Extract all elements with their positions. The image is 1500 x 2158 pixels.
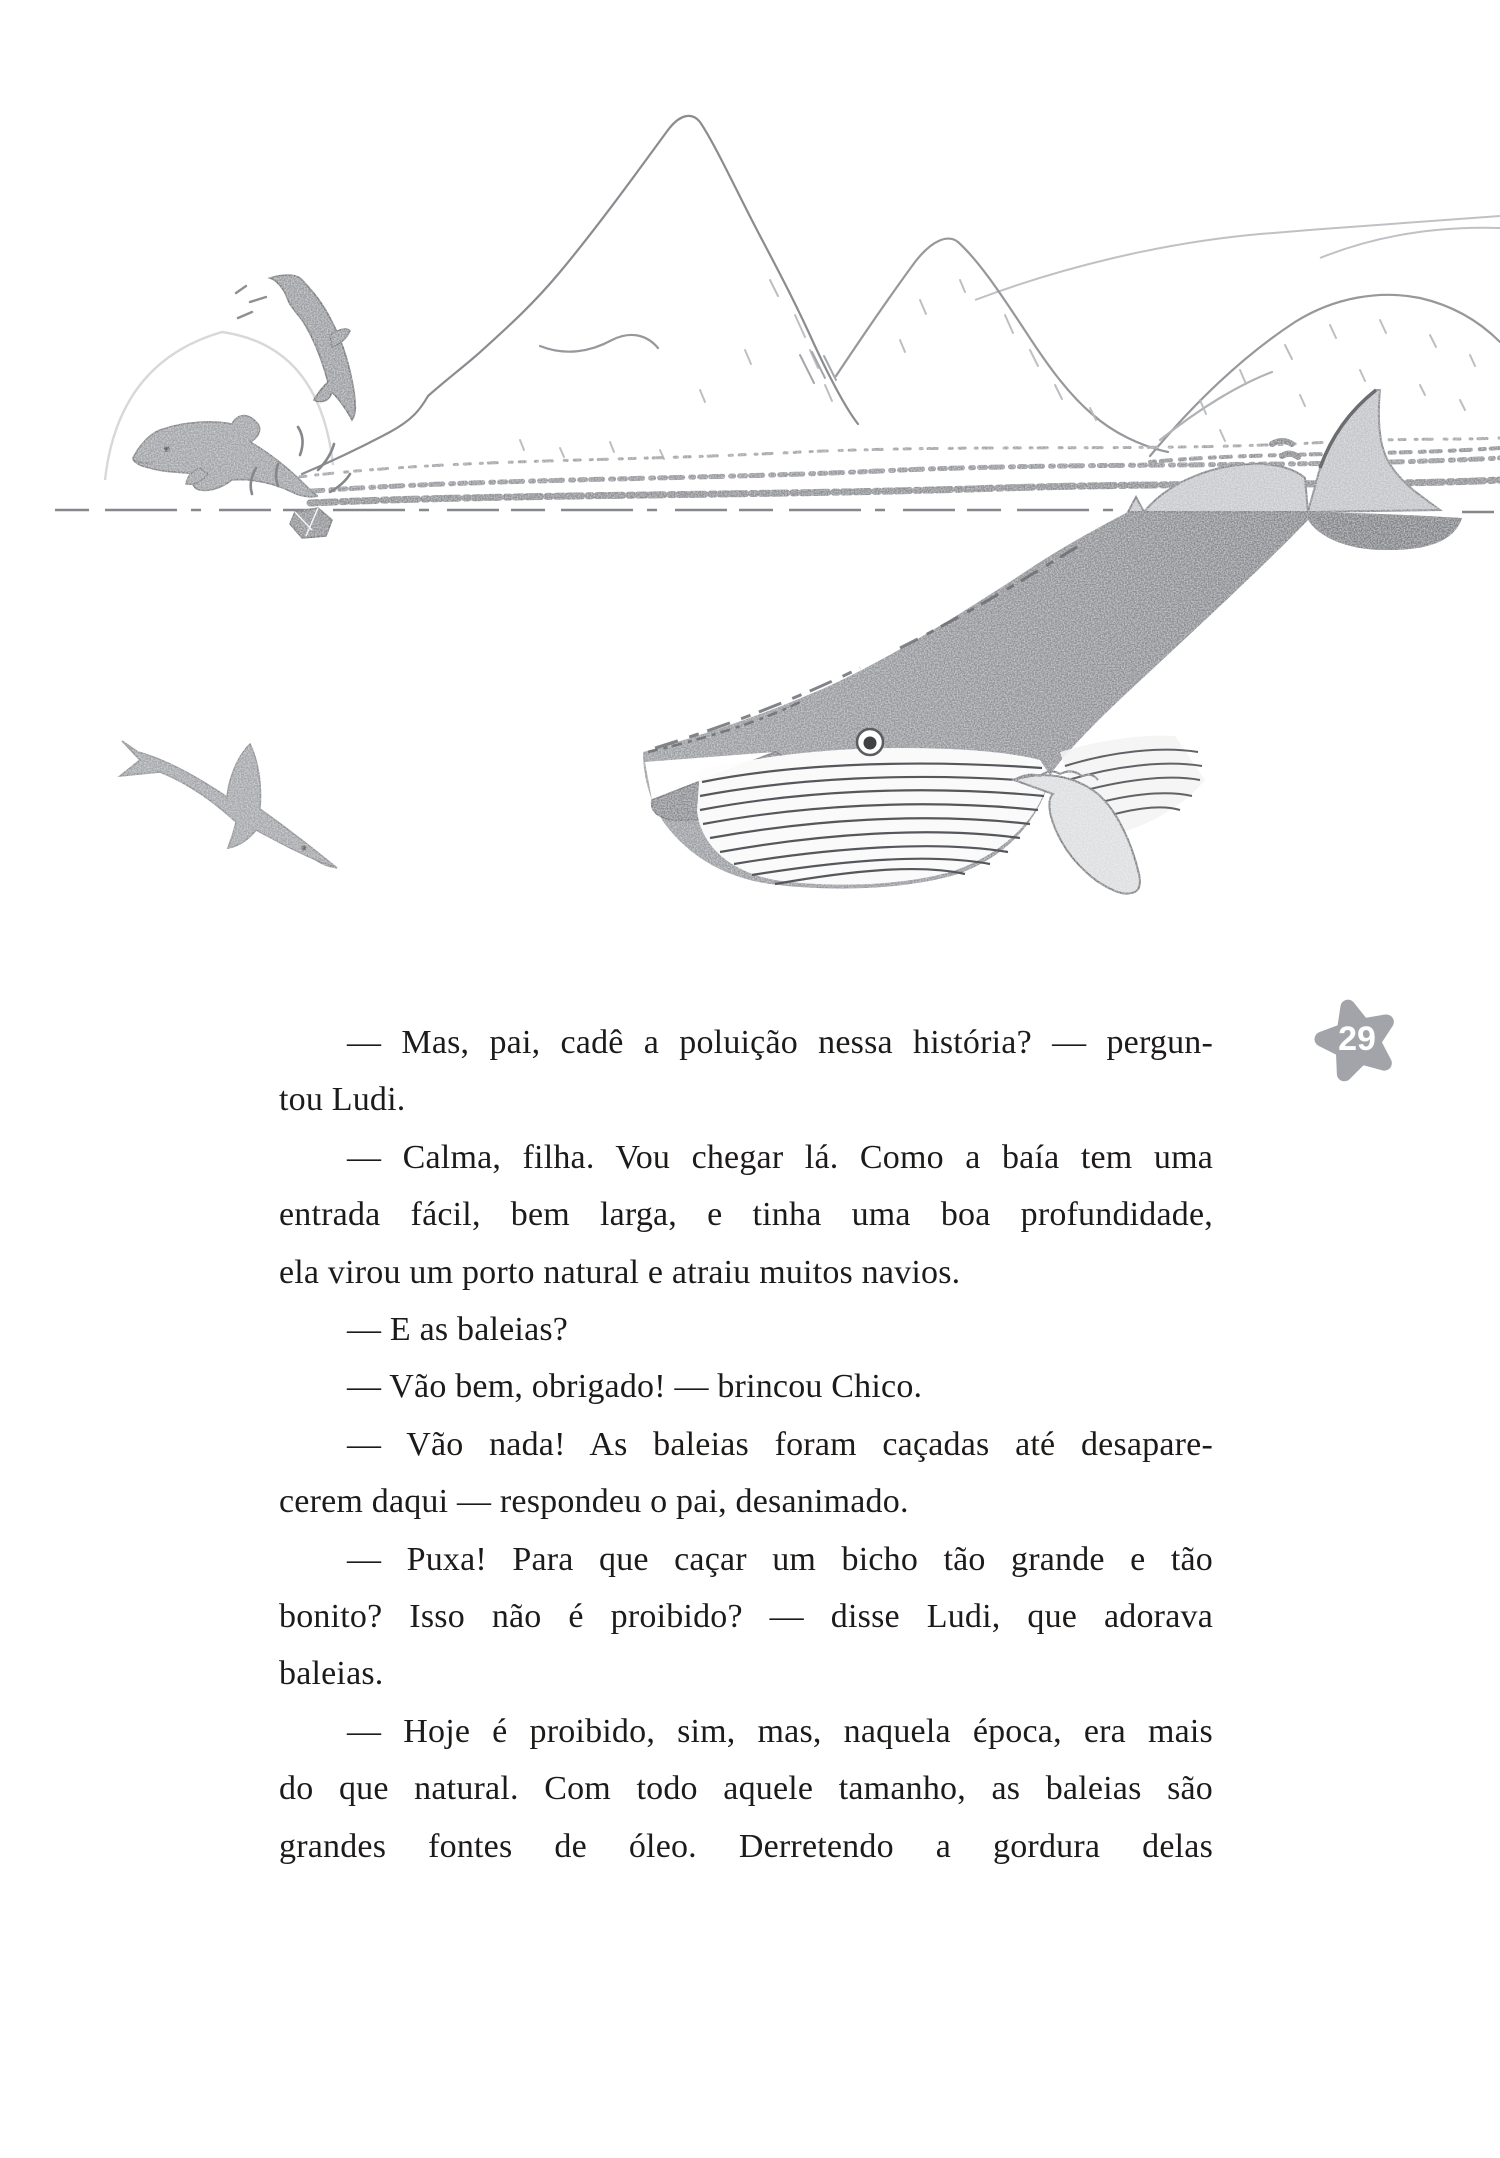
right-hill <box>1150 295 1500 456</box>
whale-fluke-shadow <box>1310 514 1462 550</box>
jumping-dolphin <box>133 416 318 497</box>
humpback-whale <box>643 512 1460 894</box>
underwater-dolphin <box>120 741 337 868</box>
text-line: ela virou um porto natural e atraiu muitos navios. <box>279 1253 961 1291</box>
text-line: entrada fácil, bem larga, e tinha uma boa profundidade, <box>279 1196 1213 1234</box>
text-line: bonito? Isso não é proibido? — disse Ludi, que adorava <box>279 1598 1213 1636</box>
sugarloaf-peak <box>302 116 858 474</box>
bay-mountains <box>302 116 1500 474</box>
text-line: — Vão nada! As baleias foram caçadas até desapare- <box>347 1425 1213 1463</box>
whale-eye <box>857 729 883 755</box>
text-line: — Vão bem, obrigado! — brincou Chico. <box>347 1368 923 1406</box>
text-line: tou Ludi. <box>279 1081 406 1119</box>
text-line: baleias. <box>279 1655 384 1693</box>
mid-mountain <box>836 239 1168 452</box>
text-line: — Mas, pai, cadê a poluição nessa história? — pergun- <box>347 1024 1213 1061</box>
text-line: — Hoje é proibido, sim, mas, naquela época, era mais <box>347 1712 1213 1750</box>
right-hill-inner <box>1160 372 1272 440</box>
text-line: — E as baleias? <box>347 1311 569 1349</box>
mountain-hatching <box>520 280 1475 459</box>
diving-dolphin <box>270 275 355 420</box>
whale-throat-pleats <box>697 748 1050 885</box>
dolphin-eye <box>164 446 170 452</box>
dolphin-eye <box>301 845 306 850</box>
page-number: 29 <box>1338 1019 1376 1058</box>
splash-rock <box>290 508 332 538</box>
story-text <box>279 1014 1213 1875</box>
page-number-star <box>1302 986 1412 1096</box>
text-line: — Calma, filha. Vou chegar lá. Como a baía tem uma <box>347 1138 1213 1176</box>
text-line: cerem daqui — respondeu o pai, desanimado. <box>279 1483 909 1521</box>
far-ridge <box>975 216 1500 300</box>
text-line: — Puxa! Para que caçar um bicho tão grande e tão <box>347 1540 1213 1578</box>
text-line: do que natural. Com todo aquele tamanho, as baleias são <box>279 1770 1213 1808</box>
splash-dashes <box>236 286 266 318</box>
peak-ledge <box>540 335 658 352</box>
text-line: grandes fontes de óleo. Derretendo a gordura delas <box>279 1827 1213 1865</box>
